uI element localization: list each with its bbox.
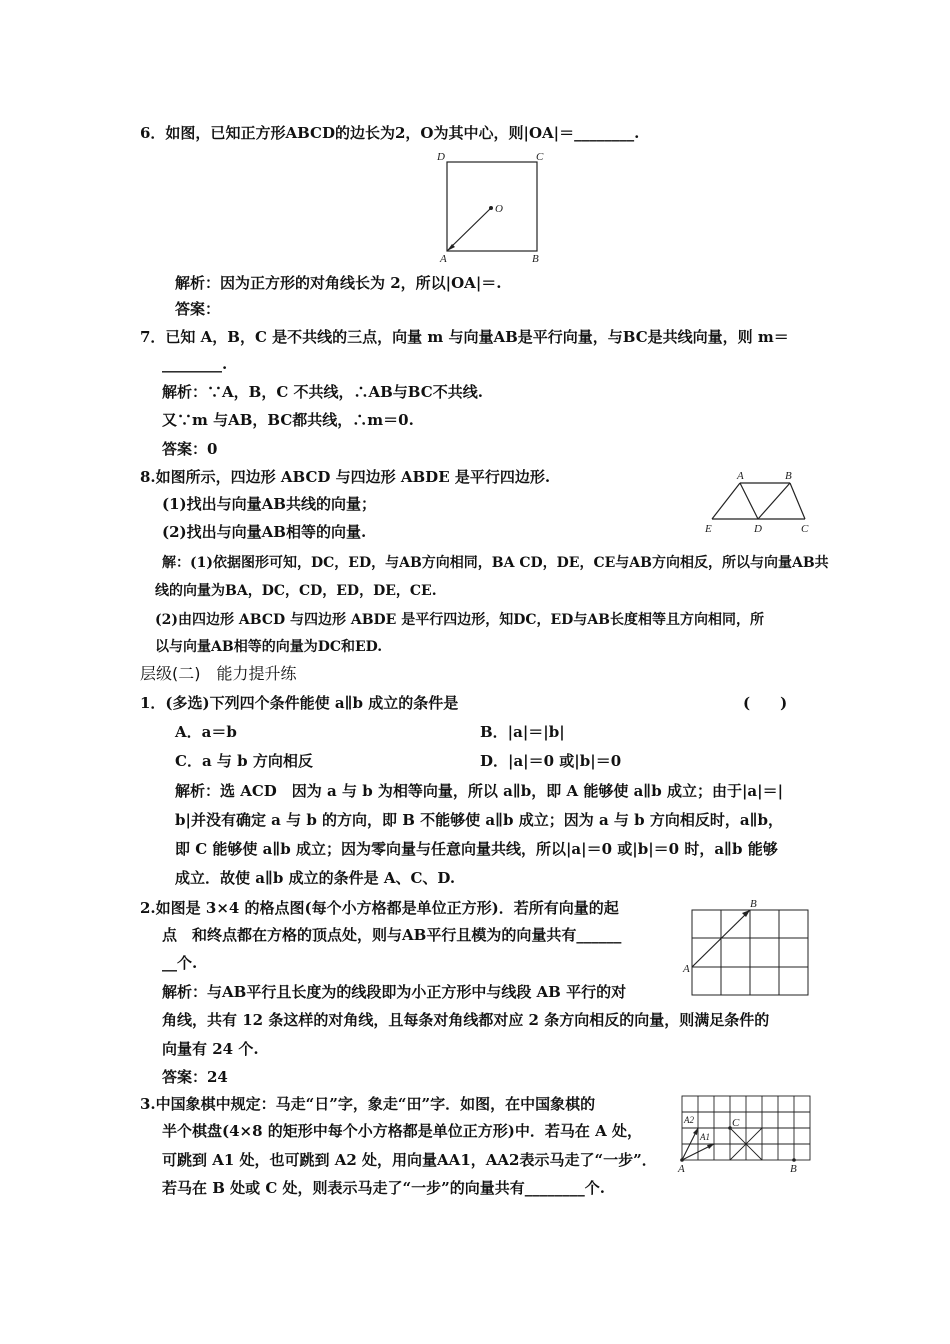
p2-answer: 答案：24 [162,1068,228,1086]
label-A1: A1 [700,1132,710,1142]
p2-analysis-1: 解析：与AB平行且长度为的线段即为小正方形中与线段 AB 平行的对 [162,983,627,1001]
p1-option-a: A．a＝b [175,723,237,741]
p1-analysis-4: 成立．故使 a∥b 成立的条件是 A、C、D. [175,869,456,887]
p1-analysis-2: b|并没有确定 a 与 b 的方向，即 B 不能够使 a∥b 成立；因为 a 与 b 方向相反时，a∥b， [175,811,784,829]
label-A: A [737,470,744,482]
q7-stem-1: 7．已知 A，B，C 是不共线的三点，向量 m 与向量AB是平行向量，与BC是共线向量，则 m＝ [140,328,789,346]
label-D: D [754,523,762,535]
label-B: B [790,1163,797,1175]
label-C: C [732,1117,740,1129]
p1-stem: 1．(多选)下列四个条件能使 a∥b 成立的条件是 [140,694,459,712]
label-B: B [785,470,792,482]
p3-stem-4: 若马在 B 处或 C 处，则表示马走了“一步”的向量共有________个. [162,1179,605,1197]
q7-analysis-2: 又∵m 与AB，BC都共线，∴m＝0. [162,411,414,429]
label-A: A [683,963,690,975]
q8-solution-4: 以与向量AB相等的向量为DC和ED. [155,639,383,655]
p1-option-b: B．|a|＝|b| [480,723,565,741]
label-A: A [440,253,447,265]
q7-answer: 答案：0 [162,440,218,458]
p1-analysis-3: 即 C 能够使 a∥b 成立；因为零向量与任意向量共线，所以|a|＝0 或|b|＝0 时，a∥b 能够 [175,840,778,858]
label-C: C [801,523,809,535]
vector-OA [447,208,491,251]
section-heading: 层级(二) 能力提升练 [140,664,297,683]
q8-solution-1: 解：(1)依据图形可知，DC，ED，与AB方向相同，BA CD，DE，CE与AB方向相反，所以与向量AB共 [162,555,829,571]
p2-stem-3: __个. [162,954,198,972]
p2-stem-2: 点 和终点都在方格的顶点处，则与AB平行且模为的向量共有______ [162,926,622,944]
label-O: O [495,203,503,215]
p1-answer-bracket: ( ) [743,694,788,712]
p2-stem-1: 2.如图是 3×4 的格点图(每个小方格都是单位正方形)．若所有向量的起 [140,899,619,917]
q6-square-figure [432,150,552,269]
p2-analysis-2: 角线，共有 12 条这样的对角线，且每条对角线都对应 2 条方向相反的向量，则满足条件的 [162,1011,770,1029]
center-point-O [489,206,493,210]
p3-stem-3: 可跳到 A1 处，也可跳到 A2 处，用向量AA1，AA2表示马走了“一步”． [162,1151,657,1169]
q8-solution-3: (2)由四边形 ABCD 与四边形 ABDE 是平行四边形，知DC，ED与AB长度相等且方向相同，所 [155,612,765,628]
p3-stem-2: 半个棋盘(4×8 的矩形中每个小方格都是单位正方形)中．若马在 A 处， [162,1122,642,1140]
label-B: B [532,253,539,265]
p1-option-d: D．|a|＝0 或|b|＝0 [480,752,622,770]
p3-stem-1: 3.中国象棋中规定：马走“日”字，象走“田”字．如图，在中国象棋的 [140,1095,596,1113]
q6-answer: 答案： [175,300,221,318]
label-A: A [678,1163,685,1175]
q7-stem-2: ________. [162,355,228,373]
p3-chessboard-figure [673,1088,818,1182]
label-C: C [536,151,544,163]
p1-analysis-1: 解析：选 ACD 因为 a 与 b 为相等向量，所以 a∥b，即 A 能够使 a∥b 成立；由于|a|＝| [175,782,784,800]
p1-option-c: C．a 与 b 方向相反 [175,752,313,770]
q6-stem: 6．如图，已知正方形ABCD的边长为2，O为其中心，则|OA|＝________. [140,124,640,142]
label-E: E [705,523,712,535]
q6-analysis: 解析：因为正方形的对角线长为 2，所以|OA|＝. [175,274,502,292]
q7-analysis-1: 解析：∵A，B，C 不共线，∴AB与BC不共线. [162,383,483,401]
q8-part2: (2)找出与向量AB相等的向量. [162,523,367,541]
label-D: D [437,151,445,163]
q8-stem: 8.如图所示，四边形 ABCD 与四边形 ABDE 是平行四边形. [140,468,551,486]
p2-grid-figure [680,896,815,1005]
label-B: B [750,898,757,910]
q8-parallelogram-figure [700,466,815,542]
q8-solution-2: 线的向量为BA，DC，CD，ED，DE，CE. [155,583,437,599]
label-A2: A2 [684,1115,694,1125]
p2-analysis-3: 向量有 24 个. [162,1040,259,1058]
q8-part1: (1)找出与向量AB共线的向量； [162,495,376,513]
